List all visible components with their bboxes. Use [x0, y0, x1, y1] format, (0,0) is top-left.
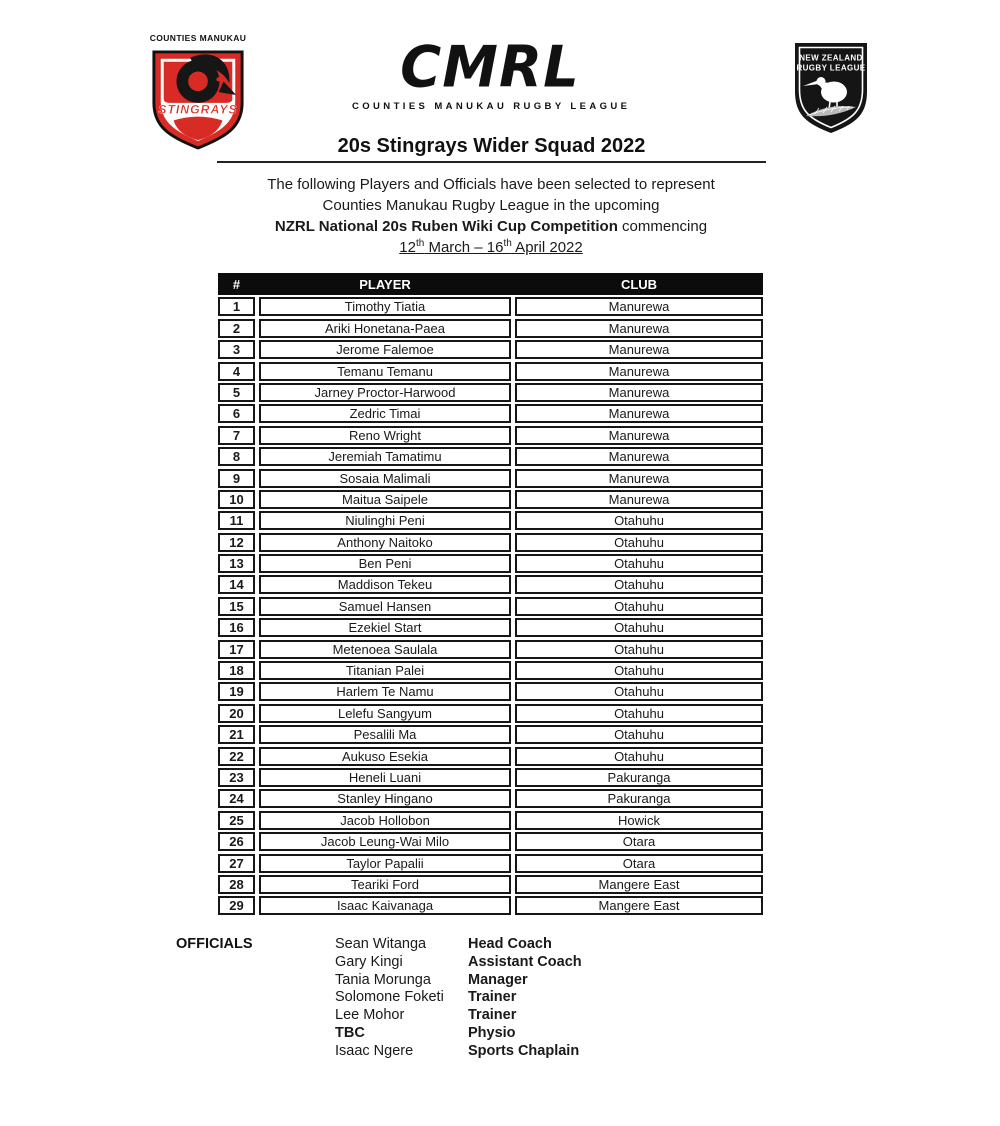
table-row [218, 768, 763, 787]
row-number: 7 [218, 426, 255, 445]
cmrl-subtitle: COUNTIES MANUKAU RUGBY LEAGUE [352, 101, 631, 112]
official-role: Head Coach [468, 936, 552, 952]
official-name: TBC [335, 1024, 365, 1041]
row-number: 17 [218, 640, 255, 659]
row-number: 26 [218, 832, 255, 851]
player-name: Lelefu Sangyum [259, 704, 511, 723]
table-row [218, 404, 763, 423]
player-name: Zedric Timai [259, 404, 511, 423]
nzrl-text-line2: RUGBY LEAGUE [796, 63, 866, 73]
club-name: Pakuranga [515, 789, 763, 808]
official-name: Gary Kingi [335, 953, 403, 970]
player-name: Jarney Proctor-Harwood [259, 383, 511, 402]
player-name: Niulinghi Peni [259, 511, 511, 530]
player-name: Sosaia Malimali [259, 469, 511, 488]
club-name: Otahuhu [515, 682, 763, 701]
club-name: Otahuhu [515, 554, 763, 573]
club-name: Otahuhu [515, 597, 763, 616]
table-row [218, 362, 763, 381]
player-name: Aukuso Esekia [259, 747, 511, 766]
official-entry [335, 989, 582, 1007]
table-row [218, 704, 763, 723]
table-row [218, 447, 763, 466]
club-name: Otahuhu [515, 747, 763, 766]
player-name: Taylor Papalii [259, 854, 511, 873]
intro-paragraph [117, 174, 865, 258]
squad-table-body [218, 297, 763, 915]
player-name: Ezekiel Start [259, 618, 511, 637]
row-number: 19 [218, 682, 255, 701]
table-row [218, 554, 763, 573]
player-name: Teariki Ford [259, 875, 511, 894]
club-name: Manurewa [515, 426, 763, 445]
table-row [218, 319, 763, 338]
club-name: Manurewa [515, 362, 763, 381]
club-name: Otahuhu [515, 661, 763, 680]
club-name: Otahuhu [515, 575, 763, 594]
club-name: Mangere East [515, 896, 763, 915]
officials-list [335, 936, 582, 1061]
table-row [218, 896, 763, 915]
club-name: Manurewa [515, 490, 763, 509]
row-number: 25 [218, 811, 255, 830]
row-number: 16 [218, 618, 255, 637]
header-club: CLUB [620, 276, 658, 292]
table-row [218, 618, 763, 637]
intro-line-2: Counties Manukau Rugby League in the upcoming [322, 197, 660, 214]
table-row [218, 575, 763, 594]
table-row [218, 383, 763, 402]
club-name: Manurewa [515, 469, 763, 488]
nzrl-shield-icon [791, 37, 871, 137]
row-number: 27 [218, 854, 255, 873]
table-row [218, 533, 763, 552]
table-row [218, 789, 763, 808]
header-player: PLAYER [359, 276, 411, 292]
intro-line-3: NZRL National 20s Ruben Wiki Cup Competition commencing [274, 218, 708, 235]
official-role: Trainer [468, 1007, 517, 1024]
official-role: Physio [468, 1024, 516, 1041]
official-role: Trainer [468, 989, 517, 1006]
player-name: Jacob Leung-Wai Milo [259, 832, 511, 851]
official-name: Lee Mohor [335, 1007, 405, 1024]
player-name: Heneli Luani [259, 768, 511, 787]
row-number: 5 [218, 383, 255, 402]
club-name: Manurewa [515, 447, 763, 466]
nzrl-text-line1: NEW ZEALAND [799, 53, 863, 63]
player-name: Anthony Naitoko [259, 533, 511, 552]
club-name: Otahuhu [515, 511, 763, 530]
row-number: 9 [218, 469, 255, 488]
intro-line-1: The following Players and Officials have been selected to represent [267, 176, 715, 193]
club-name: Otahuhu [515, 704, 763, 723]
squad-table [218, 273, 763, 915]
official-role: Sports Chaplain [468, 1042, 580, 1059]
player-name: Reno Wright [259, 426, 511, 445]
officials-label: OFFICIALS [176, 936, 253, 952]
table-row [218, 469, 763, 488]
player-name: Isaac Kaivanaga [259, 896, 511, 915]
nzrl-logo [791, 37, 871, 142]
player-name: Maddison Tekeu [259, 575, 511, 594]
page-title: 20s Stingrays Wider Squad 2022 [337, 135, 646, 157]
table-row [218, 682, 763, 701]
row-number: 14 [218, 575, 255, 594]
club-name: Otara [515, 832, 763, 851]
table-row [218, 490, 763, 509]
cmrl-wordmark: CMRL [400, 34, 580, 101]
table-row [218, 297, 763, 316]
official-entry [335, 954, 582, 972]
stingrays-logo [145, 33, 251, 150]
official-entry [335, 936, 582, 954]
row-number: 12 [218, 533, 255, 552]
table-row [218, 661, 763, 680]
player-name: Samuel Hansen [259, 597, 511, 616]
club-name: Otara [515, 854, 763, 873]
table-row [218, 426, 763, 445]
row-number: 24 [218, 789, 255, 808]
official-role: Manager [468, 971, 528, 988]
official-name: Isaac Ngere [335, 1042, 414, 1059]
row-number: 28 [218, 875, 255, 894]
player-name: Pesalili Ma [259, 725, 511, 744]
player-name: Jerome Falemoe [259, 340, 511, 359]
official-name: Tania Morunga [335, 971, 431, 988]
table-row [218, 747, 763, 766]
intro-date-line: 12th March – 16th April 2022 [399, 238, 583, 256]
player-name: Stanley Hingano [259, 789, 511, 808]
stingrays-logo-top-text: COUNTIES MANUKAU [149, 33, 247, 43]
player-name: Ben Peni [259, 554, 511, 573]
club-name: Manurewa [515, 319, 763, 338]
player-name: Metenoea Saulala [259, 640, 511, 659]
player-name: Jeremiah Tamatimu [259, 447, 511, 466]
player-name: Timothy Tiatia [259, 297, 511, 316]
player-name: Ariki Honetana-Paea [259, 319, 511, 338]
row-number: 29 [218, 896, 255, 915]
row-number: 1 [218, 297, 255, 316]
row-number: 4 [218, 362, 255, 381]
row-number: 13 [218, 554, 255, 573]
player-name: Jacob Hollobon [259, 811, 511, 830]
table-row [218, 340, 763, 359]
row-number: 18 [218, 661, 255, 680]
squad-table-header [218, 273, 763, 295]
player-name: Harlem Te Namu [259, 682, 511, 701]
club-name: Manurewa [515, 404, 763, 423]
row-number: 10 [218, 490, 255, 509]
club-name: Otahuhu [515, 618, 763, 637]
official-entry [335, 1007, 582, 1025]
row-number: 22 [218, 747, 255, 766]
club-name: Manurewa [515, 297, 763, 316]
official-name: Sean Witanga [335, 936, 427, 952]
official-entry [335, 1043, 582, 1061]
player-name: Temanu Temanu [259, 362, 511, 381]
club-name: Howick [515, 811, 763, 830]
table-row [218, 811, 763, 830]
table-row [218, 597, 763, 616]
official-entry [335, 972, 582, 990]
title-underline [217, 161, 766, 163]
row-number: 11 [218, 511, 255, 530]
club-name: Manurewa [515, 383, 763, 402]
row-number: 20 [218, 704, 255, 723]
player-name: Titanian Palei [259, 661, 511, 680]
table-row [218, 640, 763, 659]
official-entry [335, 1025, 582, 1043]
club-name: Otahuhu [515, 640, 763, 659]
official-role: Assistant Coach [468, 953, 582, 970]
row-number: 21 [218, 725, 255, 744]
table-row [218, 832, 763, 851]
table-row [218, 511, 763, 530]
row-number: 15 [218, 597, 255, 616]
club-name: Otahuhu [515, 725, 763, 744]
player-name: Maitua Saipele [259, 490, 511, 509]
cmrl-logo [352, 34, 631, 112]
official-name: Solomone Foketi [335, 989, 444, 1006]
stingrays-banner-text: STINGRAYS [158, 102, 238, 117]
club-name: Pakuranga [515, 768, 763, 787]
table-row [218, 725, 763, 744]
table-row [218, 854, 763, 873]
row-number: 23 [218, 768, 255, 787]
table-row [218, 875, 763, 894]
row-number: 2 [218, 319, 255, 338]
row-number: 6 [218, 404, 255, 423]
club-name: Manurewa [515, 340, 763, 359]
row-number: 3 [218, 340, 255, 359]
club-name: Mangere East [515, 875, 763, 894]
club-name: Otahuhu [515, 533, 763, 552]
row-number: 8 [218, 447, 255, 466]
header-number: # [232, 276, 241, 292]
